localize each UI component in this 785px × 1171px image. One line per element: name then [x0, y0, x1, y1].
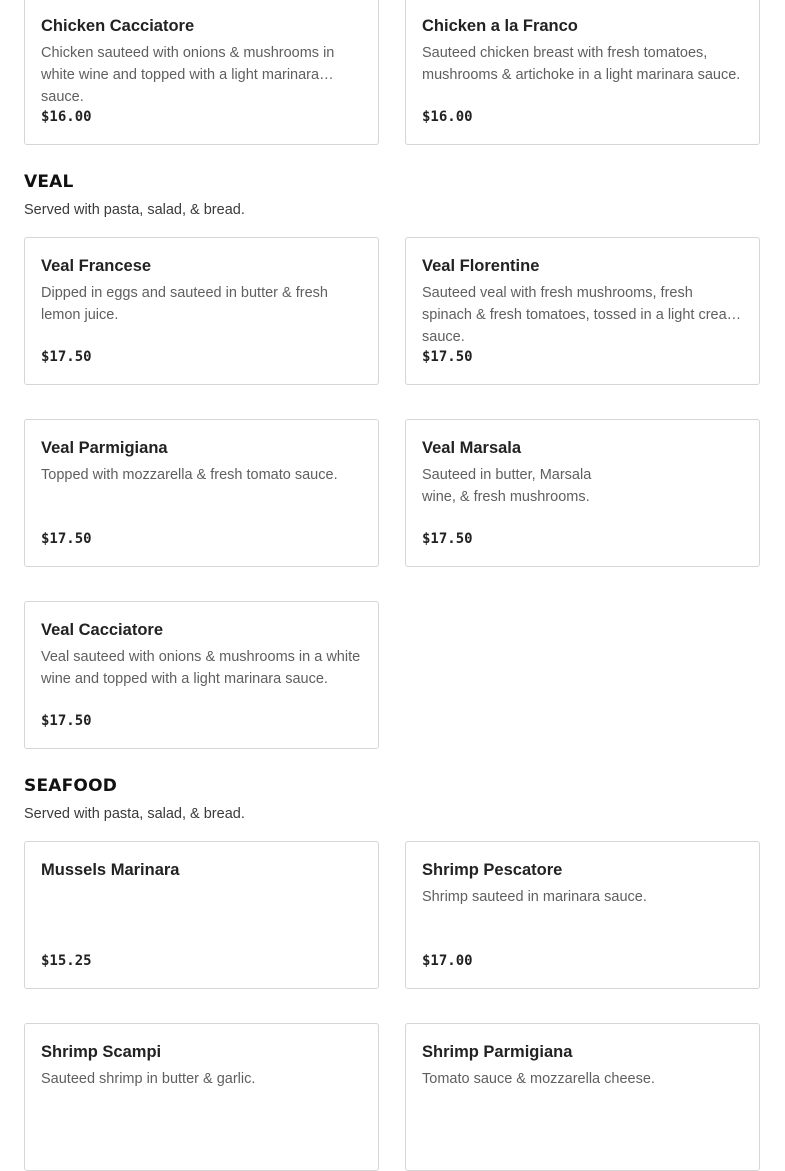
- section-title: VEAL: [24, 172, 74, 192]
- item-name: Mussels Marinara: [41, 861, 180, 879]
- menu-item-card[interactable]: [405, 419, 760, 567]
- section-veal: [24, 172, 245, 219]
- item-name: Veal Florentine: [422, 257, 540, 275]
- item-description: Veal sauteed with onions & mushrooms in a white wine and topped with a light marinara sauce.: [41, 649, 361, 687]
- item-price: $17.50: [422, 349, 473, 365]
- menu-item-card[interactable]: [24, 841, 379, 989]
- item-name: Chicken a la Franco: [422, 17, 578, 35]
- section-subtitle: Served with pasta, salad, & bread.: [24, 806, 245, 822]
- item-description: Tomato sauce & mozzarella cheese.: [422, 1071, 655, 1087]
- menu-item-card[interactable]: [24, 0, 379, 145]
- item-name: Veal Marsala: [422, 439, 522, 457]
- menu-item-card[interactable]: [405, 841, 760, 989]
- menu-item-card[interactable]: [24, 1023, 379, 1171]
- section-seafood: [24, 776, 245, 823]
- item-description: Chicken sauteed with onions & mushrooms in white wine and topped with a light marinara sauce.: [41, 45, 335, 105]
- item-description: Topped with mozzarella & fresh tomato sauce.: [41, 467, 338, 483]
- item-price: $17.50: [41, 531, 92, 547]
- item-name: Shrimp Scampi: [41, 1043, 162, 1061]
- menu-item-card[interactable]: [24, 237, 379, 385]
- section-title: SEAFOOD: [24, 776, 118, 796]
- item-name: Chicken Cacciatore: [41, 17, 195, 35]
- menu-item-card[interactable]: [405, 1023, 760, 1171]
- item-description: Sauteed chicken breast with fresh tomatoes, mushrooms & artichoke in a light marinara sauce.: [422, 45, 741, 83]
- menu-item-card[interactable]: [24, 419, 379, 567]
- menu-item-card[interactable]: [405, 237, 760, 385]
- item-name: Veal Francese: [41, 257, 152, 275]
- item-description: Sauteed veal with fresh mushrooms, fresh spinach & fresh tomatoes, tossed in a light cream sauce.: [422, 285, 739, 345]
- item-description: Dipped in eggs and sauteed in butter & fresh lemon juice.: [41, 285, 328, 323]
- menu-item-card[interactable]: [24, 601, 379, 749]
- section-subtitle: Served with pasta, salad, & bread.: [24, 202, 245, 218]
- item-description: Sauteed shrimp in butter & garlic.: [41, 1071, 256, 1087]
- item-description: Shrimp sauteed in marinara sauce.: [422, 889, 647, 905]
- item-name: Veal Cacciatore: [41, 621, 163, 639]
- item-price: $16.00: [422, 109, 473, 125]
- item-price: $17.50: [422, 531, 473, 547]
- item-price: $16.00: [41, 109, 92, 125]
- menu-item-card[interactable]: [405, 0, 760, 145]
- item-price: $17.50: [41, 349, 92, 365]
- item-name: Shrimp Parmigiana: [422, 1043, 573, 1061]
- item-price: $17.00: [422, 953, 473, 969]
- item-price: $15.25: [41, 953, 92, 969]
- item-name: Veal Parmigiana: [41, 439, 168, 457]
- item-name: Shrimp Pescatore: [422, 861, 563, 879]
- item-description: Sauteed in butter, Marsala wine, & fresh mushrooms.: [422, 467, 592, 505]
- item-price: $17.50: [41, 713, 92, 729]
